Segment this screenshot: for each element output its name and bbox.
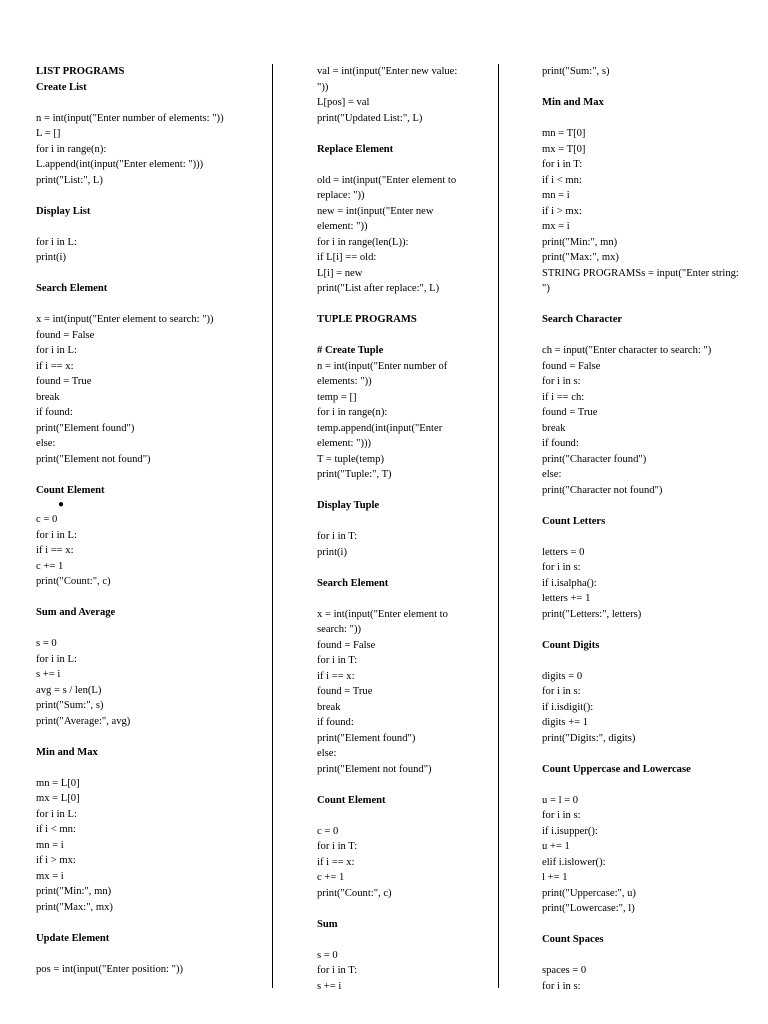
blank-line [36,219,258,235]
section-heading: Count Uppercase and Lowercase [542,763,691,775]
code-line: c = 0 [317,825,339,837]
code-line: for i in s: [542,562,581,573]
blank-line [317,808,465,824]
blank-line [542,529,742,545]
code-line: for i in range(n): [317,407,388,418]
blank-line [317,126,465,142]
code-line: if i == x: [36,545,74,556]
code-line: if i > mx: [542,205,582,217]
text-column-1 [36,64,258,977]
section-heading: Search Character [542,314,623,325]
code-line: old = int(input("Enter element to replace: ")) [317,174,459,201]
code-line: if found: [542,438,579,449]
blank-line [542,948,742,964]
code-line: mx = i [542,221,570,232]
code-line: c += 1 [317,872,345,883]
code-line: mx = T[0] [542,143,586,155]
code-line: found = False [317,639,376,651]
code-line: print("Count:", c) [317,887,392,899]
section-heading: Create List [36,81,87,93]
blank-line [36,95,258,111]
code-line: for i in L: [36,653,77,665]
code-line: if i > mx: [36,855,76,866]
blank-line [36,621,258,637]
blank-line [542,746,742,762]
section-heading: Count Element [36,484,105,496]
code-line: STRING PROGRAMSs = input("Enter string: ") [542,267,742,294]
code-line: found = True [317,686,373,697]
text-column-2 [317,64,465,994]
code-line: temp = [] [317,391,357,403]
blank-line [36,297,258,313]
code-line: n = int(input("Enter number of elements: ")) [36,112,224,124]
code-line: for i in range(len(L)): [317,236,409,248]
code-line: l += 1 [542,872,568,883]
code-line: found = False [542,360,601,372]
code-line: print("Tuple:", T) [317,469,392,480]
blank-line [542,917,742,933]
code-line: mn = i [36,839,64,851]
code-line: print("List:", L) [36,174,103,186]
code-line: elif i.islower(): [542,856,606,868]
blank-line [542,622,742,638]
code-line: print("Count:", c) [36,576,111,587]
code-line: s += i [36,669,61,680]
code-line: print("Min:", mn) [36,886,112,897]
code-line: mn = L[0] [36,777,80,789]
section-heading: Count Spaces [542,934,604,945]
code-line: T = tuple(temp) [317,453,384,465]
blank-line [36,760,258,776]
code-line: found = True [36,376,92,387]
code-line: print("Element found") [317,732,416,744]
code-line: if i == x: [36,360,74,372]
code-line: print("Sum:", s) [36,700,104,711]
code-line: s = 0 [317,949,338,961]
code-line: s += i [317,980,342,992]
code-line: x = int(input("Enter element to search: ")) [317,608,451,635]
blank-line [317,297,465,313]
section-heading: Replace Element [317,143,394,155]
code-line: letters += 1 [542,593,591,604]
blank-line [542,653,742,669]
section-heading: Sum [317,918,338,930]
section-heading: Search Element [36,283,108,294]
code-line: if L[i] == old: [317,252,377,263]
text-column-3 [542,64,742,994]
code-line: print("Uppercase:", u) [542,887,636,899]
blank-line [317,157,465,173]
blank-line [36,946,258,962]
bullet-icon: ● [58,499,65,510]
code-line: found = False [36,329,95,341]
blank-line [542,328,742,344]
section-heading: LIST PROGRAMS [36,66,125,77]
code-line: for i in range(n): [36,143,107,155]
section-heading: Count Element [317,794,386,806]
code-line: print("Digits:", digits) [542,732,636,744]
section-heading: Count Digits [542,639,600,651]
blank-line [36,915,258,931]
code-line: for i in T: [317,965,358,976]
code-line: digits = 0 [542,670,583,682]
code-line: for i in T: [317,531,358,542]
blank-line [317,591,465,607]
code-line: mx = L[0] [36,793,80,804]
blank-line [36,266,258,282]
code-line: mn = T[0] [542,128,586,139]
code-line: if i < mn: [542,174,582,186]
code-line: x = int(input("Enter element to search: ")) [36,314,214,325]
code-line: for i in s: [542,810,581,821]
code-line: else: [542,469,562,480]
section-heading: Search Element [317,577,389,589]
code-line: print("Updated List:", L) [317,112,423,124]
code-line: avg = s / len(L) [36,684,102,696]
blank-line [317,932,465,948]
blank-line [542,297,742,313]
section-heading: # Create Tuple [317,345,384,356]
blank-line [36,590,258,606]
blank-line [36,467,258,483]
blank-line [317,514,465,530]
code-line: u = l = 0 [542,794,579,806]
code-line: for i in L: [36,808,77,820]
code-line: if i == x: [317,670,355,682]
code-line: print(i) [36,252,67,263]
code-line: L[i] = new [317,267,363,279]
code-line: mn = i [542,190,570,201]
code-line: print(i) [317,546,348,558]
code-line: spaces = 0 [542,965,587,976]
code-line: else: [317,748,337,759]
code-line: u += 1 [542,841,570,852]
section-heading: Display Tuple [317,500,380,511]
code-line: pos = int(input("Enter position: ")) [36,963,184,975]
section-heading: Sum and Average [36,607,116,618]
code-line: for i in L: [36,236,77,248]
blank-line [317,328,465,344]
section-heading: Display List [36,205,91,217]
column-divider [272,64,273,988]
code-line: for i in s: [542,686,581,697]
code-line: c = 0 [36,514,58,525]
blank-line [36,729,258,745]
code-line: print("Lowercase:", l) [542,903,635,914]
code-line: if i < mn: [36,824,76,835]
blank-line [542,777,742,793]
section-heading: Min and Max [36,746,98,758]
code-line: if found: [36,407,73,418]
code-line: print("Average:", avg) [36,715,131,727]
code-line: for i in s: [542,376,581,387]
code-line: val = int(input("Enter new value: ")) [317,66,460,93]
blank-line [317,560,465,576]
code-line: print("Max:", mx) [542,252,619,263]
code-line: if i.isalpha(): [542,577,597,589]
code-line: c += 1 [36,560,64,572]
code-line: L.append(int(input("Enter element: "))) [36,159,204,170]
code-line: ch = input("Enter character to search: ") [542,345,712,356]
blank-line [542,498,742,514]
code-line: mx = i [36,870,64,882]
code-line: print("Element found") [36,422,135,434]
code-line: if i == ch: [542,391,585,403]
code-line: for i in L: [36,529,77,541]
section-heading: Min and Max [542,97,604,108]
code-line: print("Element not found") [36,453,151,465]
code-line: print("Character not found") [542,484,663,496]
code-line: s = 0 [36,638,57,649]
code-line: else: [36,438,56,449]
section-heading: Update Element [36,932,110,944]
code-line: digits += 1 [542,717,589,728]
blank-line [542,80,742,96]
code-line: print("Element not found") [317,763,432,775]
code-line: print("Sum:", s) [542,66,610,77]
code-line: if i.isupper(): [542,825,598,837]
code-line: if i.isdigit(): [542,701,594,713]
code-line: break [317,701,341,713]
section-heading: Count Letters [542,515,606,527]
code-line: for i in s: [542,980,581,992]
blank-line [317,483,465,499]
code-line: break [36,391,60,403]
column-divider [498,64,499,988]
code-line: new = int(input("Enter new element: ")) [317,205,437,232]
code-line: print("Character found") [542,453,647,465]
code-line: for i in T: [542,159,583,170]
blank-line [36,188,258,204]
code-line: for i in T: [317,841,358,852]
code-line: n = int(input("Enter number of elements: ")) [317,360,450,387]
code-line: print("Min:", mn) [542,236,618,248]
blank-line [542,111,742,127]
code-line: found = True [542,407,598,418]
code-line: break [542,422,566,434]
code-line: letters = 0 [542,546,585,558]
code-line: if i == x: [317,856,355,868]
code-line: print("Max:", mx) [36,901,113,913]
section-heading: TUPLE PROGRAMS [317,314,417,325]
code-line: for i in T: [317,655,358,666]
code-line: print("List after replace:", L) [317,283,440,294]
code-line: L[pos] = val [317,97,370,108]
blank-line [317,901,465,917]
code-line: for i in L: [36,345,77,356]
blank-line [317,777,465,793]
code-line: print("Letters:", letters) [542,608,642,620]
code-line: L = [] [36,128,61,139]
code-line: temp.append(int(input("Enter element: "))) [317,422,445,449]
code-line: if found: [317,717,354,728]
